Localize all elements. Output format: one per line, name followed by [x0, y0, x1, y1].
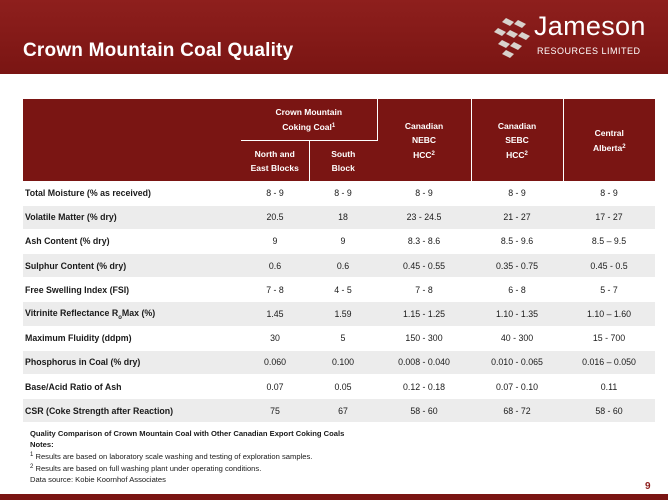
table-cell: 0.05	[309, 375, 377, 399]
row-label: Maximum Fluidity (ddpm)	[23, 326, 241, 350]
north-east-blocks-header: North and East Blocks	[241, 140, 309, 181]
page-number: 9	[645, 481, 651, 492]
table-cell: 0.6	[241, 254, 309, 278]
row-label: Free Swelling Index (FSI)	[23, 278, 241, 302]
row-label-header	[23, 99, 241, 181]
table-cell: 20.5	[241, 205, 309, 229]
table-notes	[30, 428, 344, 485]
logo-subtitle: RESOURCES LIMITED	[537, 46, 641, 56]
table-row	[23, 302, 655, 326]
table-cell: 0.45 - 0.55	[377, 254, 471, 278]
table-cell: 8 - 9	[377, 181, 471, 205]
title-banner	[0, 0, 668, 74]
row-label: Base/Acid Ratio of Ash	[23, 375, 241, 399]
table-cell: 0.060	[241, 350, 309, 374]
table-row	[23, 399, 655, 423]
table-cell: 8.3 - 8.6	[377, 229, 471, 253]
central-alberta-header: Central Alberta$^2$	[563, 99, 655, 181]
table-cell: 0.35 - 0.75	[471, 254, 563, 278]
table-cell: 8 - 9	[309, 181, 377, 205]
table-cell: 0.12 - 0.18	[377, 375, 471, 399]
logo-wordmark: Jameson	[534, 11, 646, 41]
table-cell: 7 - 8	[241, 278, 309, 302]
row-label: Total Moisture (% as received)	[23, 181, 241, 205]
footer-bar	[0, 494, 668, 500]
table-cell: 75	[241, 399, 309, 423]
table-row	[23, 205, 655, 229]
table-row	[23, 326, 655, 350]
table-cell: 8.5 – 9.5	[563, 229, 655, 253]
table-cell: 5	[309, 326, 377, 350]
data-source: Data source: Kobie Koornhof Associates	[30, 475, 166, 484]
table-cell: 0.11	[563, 375, 655, 399]
table-row	[23, 375, 655, 399]
table-cell: 68 - 72	[471, 399, 563, 423]
table-caption: Quality Comparison of Crown Mountain Coal with Other Canadian Export Coking Coals	[30, 429, 345, 438]
table-cell: 67	[309, 399, 377, 423]
table-cell: 23 - 24.5	[377, 205, 471, 229]
notes-label: Notes:	[30, 440, 54, 449]
crown-mountain-header: Crown Mountain Coking Coal$^1$	[241, 99, 377, 140]
table-cell: 30	[241, 326, 309, 350]
table-cell: 0.100	[309, 350, 377, 374]
coal-quality-table-container	[23, 99, 655, 423]
table-cell: 0.45 - 0.5	[563, 254, 655, 278]
company-logo	[492, 13, 652, 65]
table-cell: 58 - 60	[377, 399, 471, 423]
table-cell: 7 - 8	[377, 278, 471, 302]
table-cell: 1.10 – 1.60	[563, 302, 655, 326]
row-label: Vitrinite Reflectance $R_oMax$ (%)	[23, 302, 241, 326]
note-1: $^1$ Results are based on laboratory scale washing and testing of exploration samples.	[30, 452, 313, 461]
note-2: $^2$ Results are based on full washing plant under operating conditions.	[30, 464, 262, 473]
table-cell: 0.016 – 0.050	[563, 350, 655, 374]
coal-quality-table	[23, 99, 655, 423]
jameson-logo-icon	[492, 16, 532, 58]
table-row	[23, 181, 655, 205]
row-label: Ash Content (% dry)	[23, 229, 241, 253]
canadian-sebc-header: Canadian SEBC HCC$^2$	[471, 99, 563, 181]
table-cell: 0.6	[309, 254, 377, 278]
table-cell: 1.15 - 1.25	[377, 302, 471, 326]
row-label: Volatile Matter (% dry)	[23, 205, 241, 229]
south-block-header: South Block	[309, 140, 377, 181]
table-cell: 0.008 - 0.040	[377, 350, 471, 374]
table-cell: 58 - 60	[563, 399, 655, 423]
table-cell: 40 - 300	[471, 326, 563, 350]
row-label: Sulphur Content (% dry)	[23, 254, 241, 278]
table-cell: 8 - 9	[563, 181, 655, 205]
table-row	[23, 229, 655, 253]
table-cell: 6 - 8	[471, 278, 563, 302]
page-title: Crown Mountain Coal Quality	[23, 40, 294, 61]
table-cell: 1.45	[241, 302, 309, 326]
table-cell: 15 - 700	[563, 326, 655, 350]
table-cell: 5 - 7	[563, 278, 655, 302]
table-cell: 1.10 - 1.35	[471, 302, 563, 326]
table-cell: 17 - 27	[563, 205, 655, 229]
table-cell: 4 - 5	[309, 278, 377, 302]
table-row	[23, 254, 655, 278]
table-row	[23, 350, 655, 374]
table-cell: 150 - 300	[377, 326, 471, 350]
table-cell: 21 - 27	[471, 205, 563, 229]
table-cell: 18	[309, 205, 377, 229]
row-label: CSR (Coke Strength after Reaction)	[23, 399, 241, 423]
table-cell: 0.07 - 0.10	[471, 375, 563, 399]
table-cell: 9	[241, 229, 309, 253]
table-cell: 8.5 - 9.6	[471, 229, 563, 253]
table-row	[23, 278, 655, 302]
table-cell: 1.59	[309, 302, 377, 326]
canadian-nebc-header: Canadian NEBC HCC$^2$	[377, 99, 471, 181]
table-cell: 0.07	[241, 375, 309, 399]
row-label: Phosphorus in Coal (% dry)	[23, 350, 241, 374]
table-cell: 8 - 9	[241, 181, 309, 205]
table-cell: 0.010 - 0.065	[471, 350, 563, 374]
table-cell: 8 - 9	[471, 181, 563, 205]
table-cell: 9	[309, 229, 377, 253]
